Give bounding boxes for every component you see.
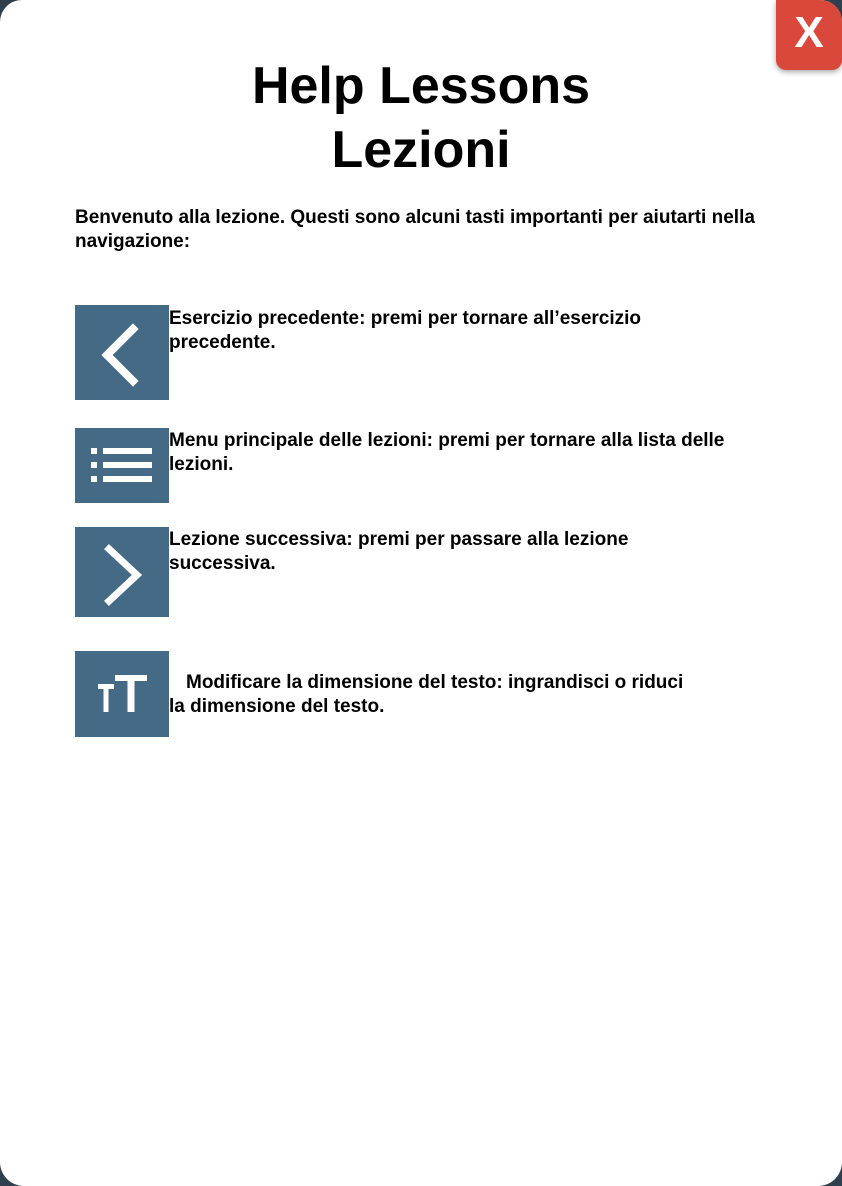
close-button[interactable]: X	[776, 0, 842, 70]
help-item-text-line2: la dimensione del testo.	[169, 696, 385, 717]
text-size-icon	[75, 651, 169, 737]
help-item-text: Menu principale delle lezioni: premi per tornare alla lista delle lezioni.	[169, 430, 725, 475]
intro-text: Benvenuto alla lezione. Questi sono alcuni tasti importanti per aiutarti nella navigazione:	[75, 207, 755, 252]
chevron-left-icon	[75, 305, 169, 400]
dialog-subtitle: Lezioni	[331, 121, 511, 179]
chevron-right-icon	[75, 527, 169, 617]
dialog-title: Help Lessons	[251, 57, 591, 115]
help-item-text-line1: Modificare la dimensione del testo: ingrandisci o riduci	[186, 672, 684, 693]
help-item-text: Lezione successiva: premi per passare alla lezione successiva.	[169, 529, 629, 574]
help-item-text	[169, 671, 769, 719]
help-item-text: Esercizio precedente: premi per tornare all’esercizio precedente.	[169, 308, 642, 353]
list-icon	[75, 428, 169, 503]
